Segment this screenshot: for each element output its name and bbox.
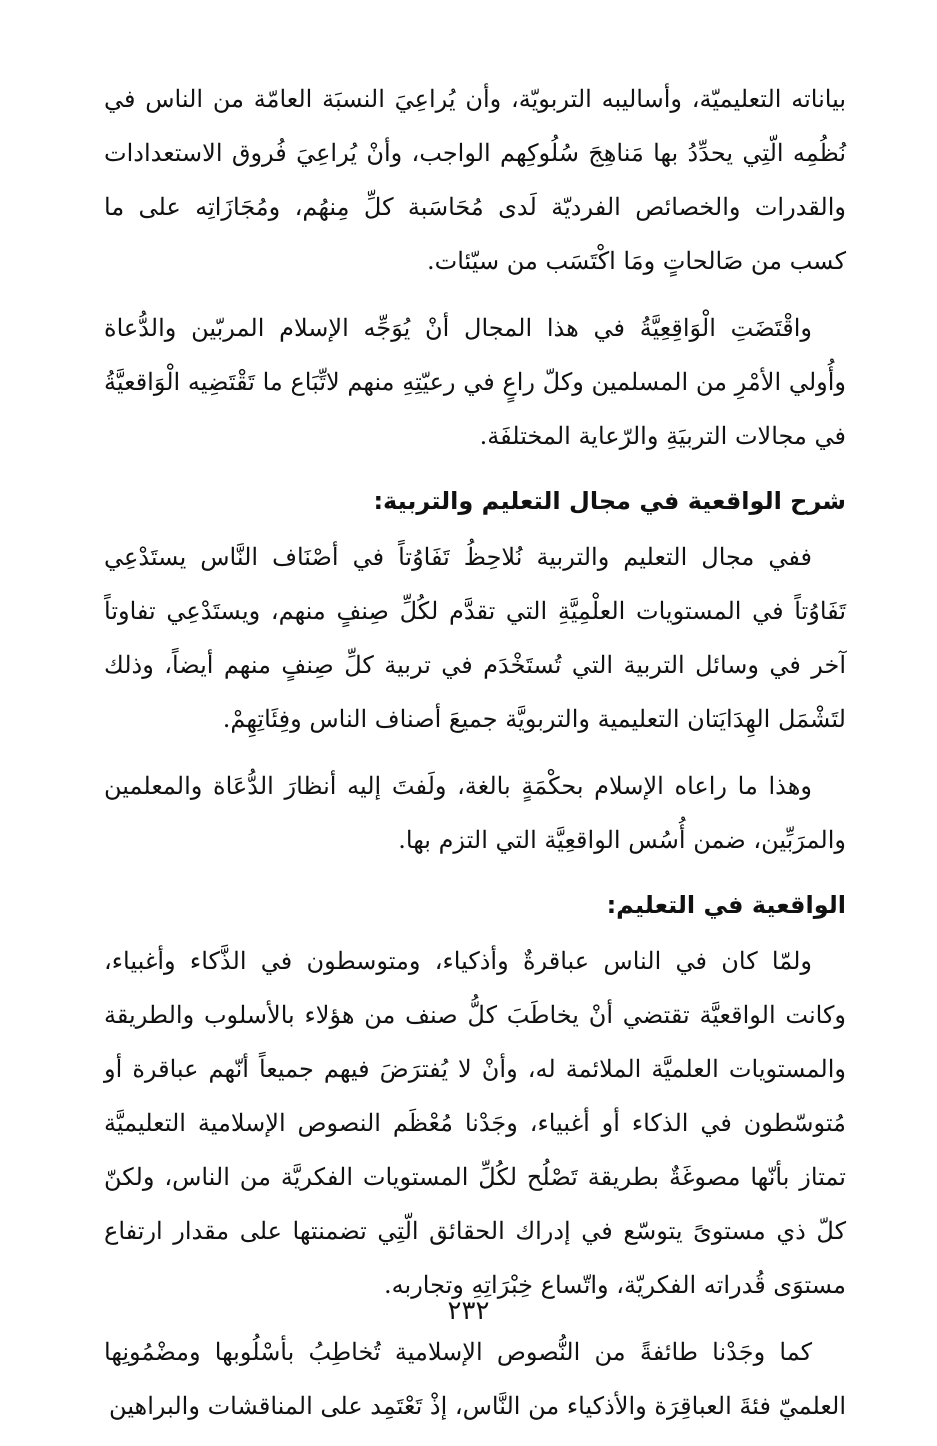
- paragraph: بياناته التعليميّة، وأساليبه التربويّة، وأن يُراعِيَ النسبَة العامّة من الناس في نُظُمِه الّتِي يحدِّدُ بها مَناهِجَ سُلُوكِهم الواجب، وأنْ يُراعِيَ فُروق الاستعدادات والقدرات والخصائص الفرديّة لَدى مُحَاسَبة كلِّ مِنهُم، ومُجَازَاتِه على ما كسب من صَالحاتٍ ومَا اكْتَسَب من سيّئات.: [104, 85, 846, 275]
- page-number: ٢٣٢: [447, 1296, 490, 1326]
- paragraph: كما وجَدْنا طائفةً من النُّصوص الإسلامية تُخاطِبُ بأسْلُوبها ومضْمُونِها العلميّ فئةَ العباقِرَة والأذكياء من النَّاس، إذْ تَعْتَمِد على المناقشات والبراهين: [104, 1338, 846, 1420]
- paragraph: واقْتَضَتِ الْوَاقِعِيَّةُ في هذا المجال أنْ يُوَجِّه الإسلام المربّين والدُّعاة وأُولي الأمْرِ من المسلمين وكلّ راعٍ في رعيّتِهِ منهم لاتِّبَاع ما تَقْتَضِيه الْوَاقعيَّةُ في مجالات التربيَةِ والرّعاية المختلفَة.: [104, 314, 846, 450]
- paragraph: ففي مجال التعليم والتربية نُلاحِظُ تَفَاوُتاً في أصْنَاف النَّاس يستَدْعِي تَفَاوُتاً في المستويات العلْمِيَّةِ التي تقدَّم لكُلِّ صِنفٍ منهم، ويستَدْعِي تفاوتاً آخر في وسائل التربية التي تُستَخْدَم في تربية كلِّ صِنفٍ منهم أيضاً، وذلك لتَشْمَل الهِدَايَتان التعليمية والتربويَّة جميعَ أصناف الناس وفِئَاتِهِمْ.: [104, 543, 846, 733]
- section-heading: الواقعية في التعليم:: [606, 891, 846, 919]
- page-body: [104, 72, 846, 1446]
- section-heading: شرح الواقعية في مجال التعليم والتربية:: [373, 487, 846, 515]
- paragraph: ولمّا كان في الناس عباقرةٌ وأذكياء، ومتوسطون في الذَّكاء وأغبياء، وكانت الواقعيَّة تقتضي أنْ يخاطَبَ كلُّ صنف من هؤلاء بالأسلوب والطريقة والمستويات العلميَّة الملائمة له، وأنْ لا يُفترَضَ فيهم جميعاً أنّهم عباقرة أو مُتوسّطون في الذكاء أو أغبياء، وجَدْنا مُعْظَم النصوص الإسلامية التعليميَّة تمتاز بأنّها مصوغَةٌ بطريقة تَصْلُح لكُلِّ المستويات الفكريَّة من الناس، ولكنّ كلّ ذي مستوىً يتوسّع في إدراك الحقائق الّتِي تضمنتها على مقدار ارتفاع مستوَى قُدراته الفكريّة، واتّساع خِبْرَاتِهِ وتجاربه.: [104, 947, 846, 1299]
- paragraph: وهذا ما راعاه الإسلام بحكْمَةٍ بالغة، ولَفتَ إليه أنظارَ الدُّعَاة والمعلمين والمرَبِّين، ضمن أُسُس الواقعِيَّة التي التزم بها.: [104, 772, 846, 854]
